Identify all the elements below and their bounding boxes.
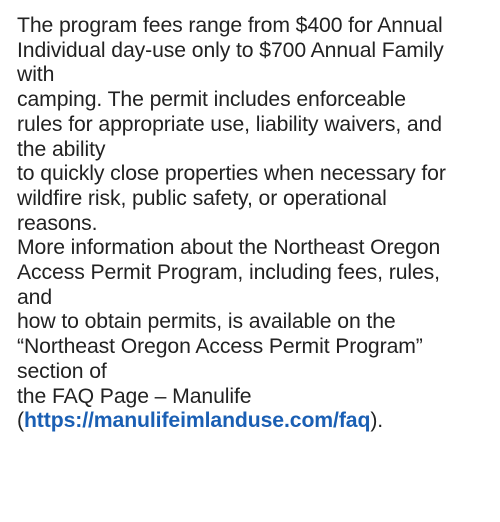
text-line: rules for appropriate use, liability waivers, and (17, 112, 442, 136)
text-line: The program fees range from $400 for Annual (17, 14, 443, 37)
article-body (17, 14, 495, 434)
text-line: how to obtain permits, is available on the (17, 310, 396, 334)
faq-link[interactable]: https://manulifeimlanduse.com/faq (23, 409, 371, 433)
text-line: to quickly close properties when necessary for (17, 162, 446, 186)
text-line: Individual day-use only to $700 Annual Family (17, 38, 444, 62)
text-line: More information about the Northeast Oregon (17, 236, 441, 260)
text-line: wildfire risk, public safety, or operational (17, 186, 387, 210)
text-line: reasons. (17, 211, 98, 235)
text-line: the FAQ Page – Manulife (17, 384, 252, 408)
text-line: with (17, 63, 55, 87)
text-line: section of (17, 359, 107, 383)
text-line: and (17, 285, 53, 309)
link-open-paren: ( (17, 409, 24, 433)
text-line: the ability (17, 137, 106, 161)
text-line: Access Permit Program, including fees, rules, (17, 261, 440, 285)
link-close-punctuation: ). (370, 409, 384, 433)
link-line (17, 409, 495, 434)
text-line: “Northeast Oregon Access Permit Program” (17, 335, 423, 359)
text-line: camping. The permit includes enforceable (17, 88, 406, 112)
